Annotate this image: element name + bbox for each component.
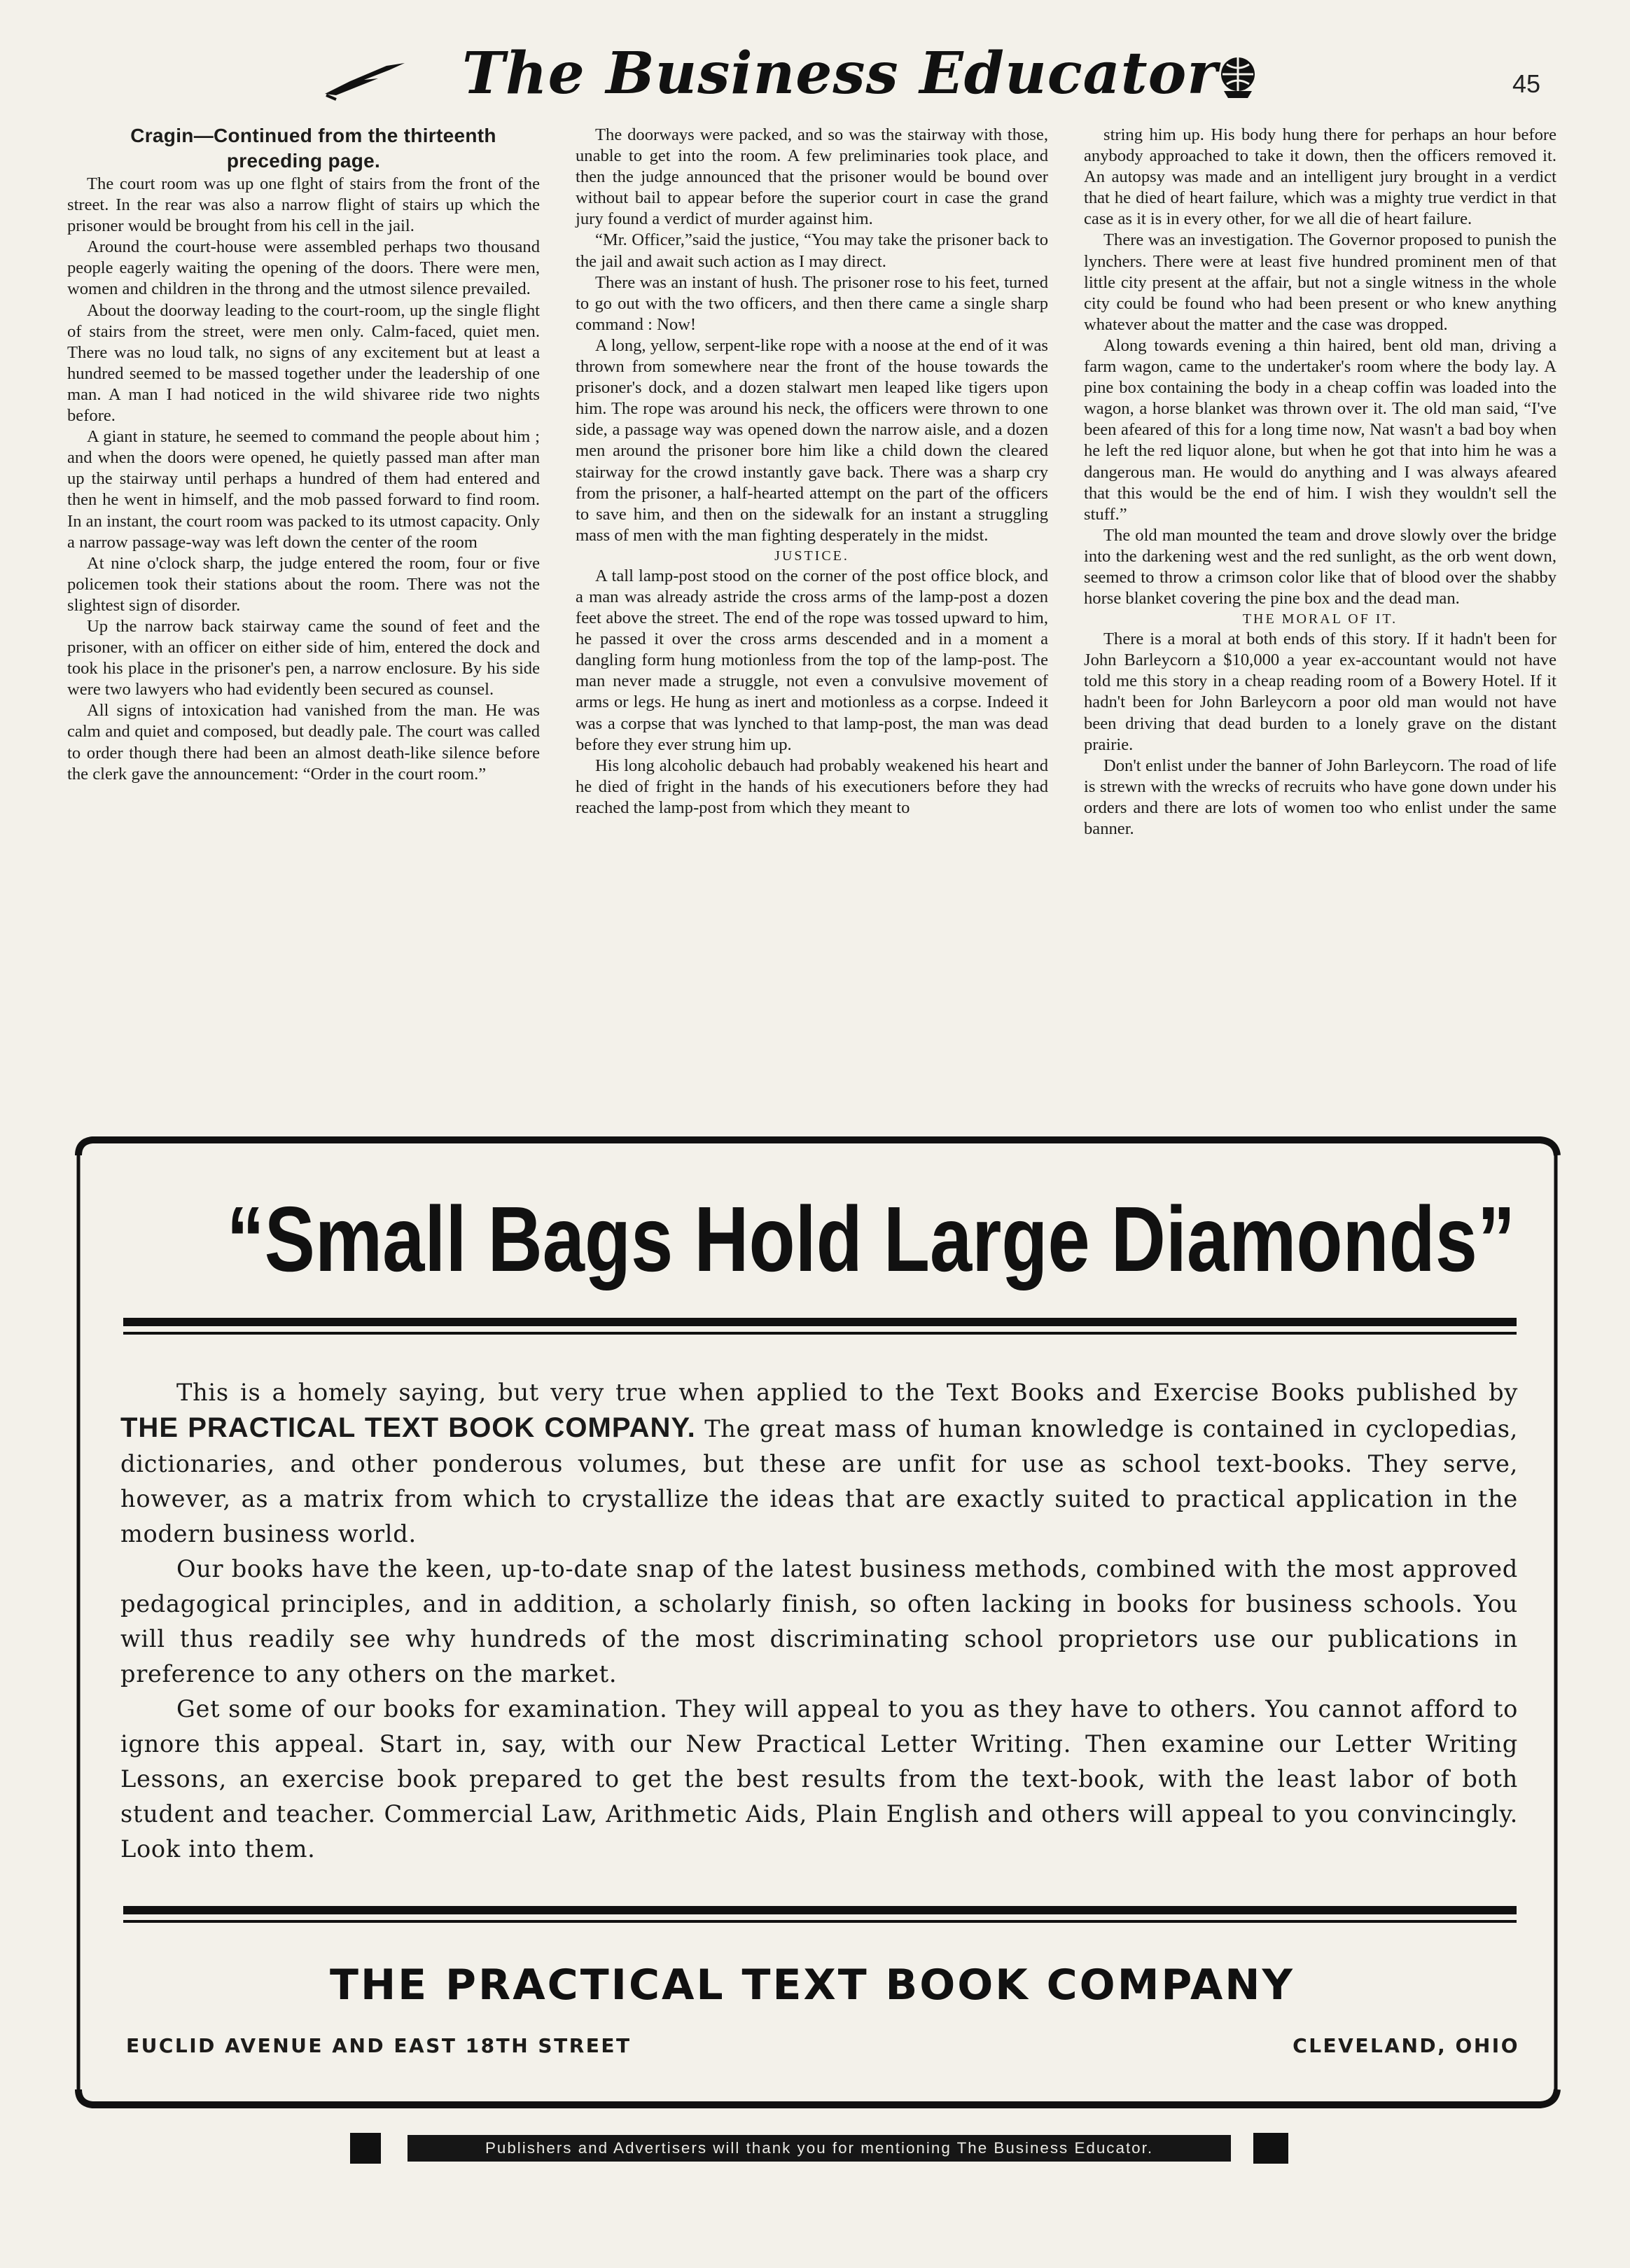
article-column-2 [576,125,1048,819]
quill-pen-icon [322,60,406,102]
article-paragraph: There was an instant of hush. The prisoner rose to his feet, turned to go out with the two officers, and then there came a single sharp command : Now! [576,272,1048,334]
article-heading: Cragin—Continued from the thirteenth preceding page. [130,125,496,172]
article-paragraph: “Mr. Officer,”said the justice, “You may take the prisoner back to the jail and await such action as I may direct. [576,230,1048,271]
masthead-title: The Business Educator [462,40,1218,107]
advertiser-city: CLEVELAND, OHIO [1293,2034,1519,2057]
page-number: 45 [1512,69,1541,98]
article-column-1 [67,123,540,785]
article-paragraph: Around the court-house were assembled perhaps two thousand people eagerly waiting the opening of the doors. There were men, women and children in the throng and the utmost silence prevailed. [67,237,540,299]
section-heading-justice: JUSTICE. [774,548,849,564]
article-paragraph: There is a moral at both ends of this story. If it hadn't been for John Barleycorn a $10,000 a year ex-accountant would not have told me this story in a cheap reading room of a Bowery Hotel. If it hadn't been for John Barleycorn a poor old man would not have been driving that dead burden to a lonely grave on the distant prairie. [1084,629,1556,754]
footer-banner: Publishers and Advertisers will thank you for mentioning The Business Educator. [408,2135,1231,2162]
article-paragraph: A long, yellow, serpent-like rope with a noose at the end of it was thrown from somewhere near the front of the house towards the prisoner's dock, and a dozen stalwart men leaped like tigers upon him. The rope was around his neck, the officers were thrown to one side, a passage way was opened down the narrow aisle, and a dozen men around the prisoner bore him like a child down the cleared stairway for the crowd instantly gave back. There was a sharp cry from the prisoner, a half-hearted attempt on the part of the officers to save him, and then on the sidewalk for an instant a struggling mass of men with the man fighting desperately in the midst. [576,335,1048,545]
article-paragraph: A giant in stature, he seemed to command the people about him ; and when the doors were opened, he quietly passed man after man up the stairway until perhaps a hundred of them had entered and then he went in himself, and the mob passed forward to find room. In an instant, the court room was packed to its utmost capacity. Only a narrow passage-way was left down the center of the room [67,427,540,552]
ad-paragraph: Our books have the keen, up-to-date snap of the latest business methods, combined with the most approved pedagogical principles, and in addition, a scholarly finish, so often lacking in books for business schools. You will thus readily see why hundreds of the most discriminating school proprietors use our publications in preference to any others on the market. [120,1555,1518,1688]
article-column-3 [1084,125,1556,840]
article-paragraph: The doorways were packed, and so was the stairway with those, unable to get into the room. A few preliminaries took place, and then the judge announced that the prisoner would be bound over without bail to appear before the superior court in case the grand jury found a verdict of murder against him. [576,125,1048,229]
article-paragraph: At nine o'clock sharp, the judge entered the room, four or five policemen took their stations about the room. There was not the slightest sign of disorder. [67,553,540,615]
article-paragraph: Don't enlist under the banner of John Barleycorn. The road of life is strewn with the wrecks of recruits who have gone down under his orders and there are lots of women too who enlist under the same banner. [1084,756,1556,838]
advertisement-body [120,1375,1518,1867]
article-paragraph: His long alcoholic debauch had probably weakened his heart and he died of fright in the hands of his executioners before they had reached the lamp-post from which they meant to [576,756,1048,817]
article-paragraph: All signs of intoxication had vanished from the man. He was calm and quiet and composed, but deadly pale. The court was called to order though there had been an almost death-like silence before the clerk gave the announcement: “Order in the court room.” [67,701,540,784]
ad-paragraph-text: This is a homely saying, but very true when applied to the Text Books and Exercise Books published by [176,1379,1518,1406]
section-heading-moral: THE MORAL OF IT. [1242,611,1398,627]
article-paragraph: The old man mounted the team and drove slowly over the bridge into the darkening west and the red sunlight, as the orb went down, seemed to throw a crimson color like that of blood over the shabby horse blanket covering the pine box and the dead man. [1084,525,1556,608]
article-paragraph: A tall lamp-post stood on the corner of the post office block, and a man was already astride the cross arms of the lamp-post a dozen feet above the street. The end of the rope was tossed upward to him, he passed it over the cross arms descended and in a moment a dangling form hung motionless from the top of the lamp-post. The man never made a struggle, not even a convulsive movement of arms or legs. He hung as inert and motionless as a corpse. Indeed it was a corpse that was lynched to that lamp-post, the man was dead before they ever strung him up. [576,566,1048,754]
article-paragraph: The court room was up one flght of stairs from the front of the street. In the rear was also a narrow flight of stairs up which the prisoner would be brought from his cell in the jail. [67,174,540,236]
ad-paragraph: Get some of our books for examination. They will appeal to you as they have to others. You cannot afford to ignore this appeal. Start in, say, with our New Practical Letter Writing. Then examine our Letter Writing Lessons, an exercise book prepared to get the best results from the text-book, with the least labor of both student and teacher. Commercial Law, Arithmetic Aids, Plain English and others will appeal to you convincingly. Look into them. [120,1695,1518,1863]
article-paragraph: Along towards evening a thin haired, bent old man, driving a farm wagon, came to the undertaker's room where the body lay. A pine box containing the body in a cheap coffin was loaded into the wagon, a horse blanket was thrown over it. The old man said, “I've been afeared of this for a long time now, Nat wasn't a bad boy when he left the red liquor alone, but when he got that into him he was a dangerous man. He would do anything and I was always afeared that this would be the end of him. I wish they wouldn't sell the stuff.” [1084,335,1556,524]
article-paragraph: There was an investigation. The Governor proposed to punish the lynchers. There were at least five hundred prominent men of that little city present at the affair, but not a single witness in the whole city could be found who had been present or who knew anything whatever about the matter and the case was dropped. [1084,230,1556,334]
banner-left-block [350,2133,381,2164]
ad-paragraph [120,1375,1518,1552]
ad-company-emphasis: THE PRACTICAL TEXT BOOK COMPANY. [120,1412,696,1443]
ad-paragraph-text: The great mass of human knowledge is contained in cyclopedias, dictionaries, and other ponderous volumes, but these are unfit for use as school text-books. They serve, however, as a matrix from which to crystallize the ideas that are exactly suited to practical application in the modern business world. [120,1415,1518,1547]
advertiser-company-name: THE PRACTICAL TEXT BOOK COMPANY [330,1961,1295,2010]
masthead [0,21,1630,119]
article-paragraph: Up the narrow back stairway came the sound of feet and the prisoner, with an officer on either side of him, entered the dock and took his place in the prisoner's pen, a narrow enclosure. By his side were two lawyers who had evidently been secured as counsel. [67,616,540,700]
article-paragraph: string him up. His body hung there for perhaps an hour before anybody approached to take it down, then the officers removed it. An autopsy was made and an intelligent jury brought in a verdict that he died of heart failure, which was a mighty true verdict in that case as it is in every other, for we all die of heart failure. [1084,125,1556,229]
banner-right-block [1253,2133,1288,2164]
advertisement-title: “Small Bags Hold Large Diamonds” [226,1188,1516,1290]
footer-banner-wrap [343,2133,1295,2164]
globe-emblem-icon [1210,50,1266,101]
article-paragraph: About the doorway leading to the court-room, up the single flight of stairs from the street, were men only. Calm-faced, quiet men. There was no loud talk, no signs of any excitement but at least a hundred seemed to be massed together under the leadership of one man. A man I had noticed in the wild shivaree ride two nights before. [67,300,540,426]
advertiser-street-address: EUCLID AVENUE AND EAST 18TH STREET [126,2034,632,2057]
